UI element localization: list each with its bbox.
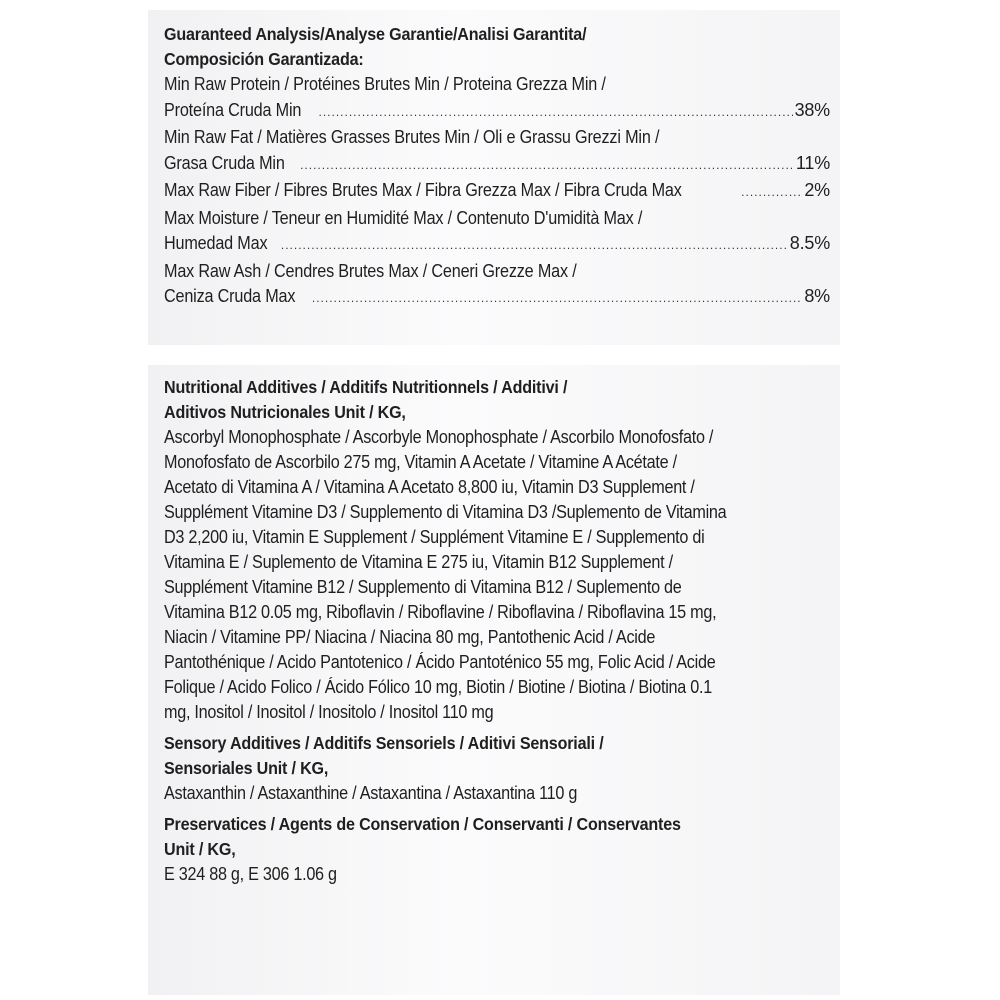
dot-leader [741,180,802,206]
fiber-value: 2% [804,180,830,200]
nutritional-line: mg, Inositol / Inositol / Inositolo / Inositol 110 mg [164,702,494,722]
sensory-line: Astaxanthin / Astaxanthine / Astaxantina / Astaxantina 110 g [164,783,578,803]
sensory-heading-1: Sensory Additives / Additifs Sensoriels / Aditivi Sensoriali / [164,733,604,753]
nutritional-line: Ascorbyl Monophosphate / Ascorbyle Monophosphate / Ascorbilo Monofosfato / [164,427,714,447]
nutritional-body [164,425,830,725]
sensory-body [164,781,830,806]
moisture-label-1: Max Moisture / Teneur en Humidité Max / Contenuto D'umidità Max / [164,207,643,228]
dot-leader [300,153,794,179]
nutritional-line: Acetato di Vitamina A / Vitamina A Acetato 8,800 iu, Vitamin D3 Supplement / [164,477,695,497]
dot-leader [312,286,803,312]
ash-label-1: Max Raw Ash / Cendres Brutes Max / Ceneri Grezze Max / [164,260,577,281]
nutritional-heading-2: Aditivos Nutricionales Unit / KG, [164,402,406,422]
additives-panel [148,365,840,995]
fat-label-1: Min Raw Fat / Matières Grasses Brutes Min / Oli e Grassu Grezzi Min / [164,127,660,147]
guaranteed-heading-2: Composición Garantizada: [164,49,364,69]
ash-value: 8% [804,286,830,306]
nutritional-heading-1: Nutritional Additives / Additifs Nutritionnels / Additivi / [164,377,568,397]
nutritional-line: Folique / Acido Folico / Ácido Fólico 10 mg, Biotin / Biotine / Biotina / Biotina 0.1 [164,677,712,697]
moisture-value: 8.5% [789,233,830,253]
dot-leader [281,233,788,259]
nutritional-line: D3 2,200 iu, Vitamin E Supplement / Supplément Vitamine E / Supplemento di [164,527,705,547]
nutritional-line: Supplément Vitamine B12 / Supplemento di Vitamina B12 / Suplemento de [164,577,682,597]
fat-label-2: Grasa Cruda Min [164,152,285,173]
nutritional-line: Monofosfato de Ascorbilo 275 mg, Vitamin A Acetate / Vitamine A Acétate / [164,452,677,472]
ash-label-2: Ceniza Cruda Max [164,286,296,306]
protein-label-2: Proteína Cruda Min [164,99,302,120]
protein-row [164,98,830,126]
ash-row [164,284,830,312]
guaranteed-heading-1: Guaranteed Analysis/Analyse Garantie/Analisi Garantita/ [164,24,587,44]
nutritional-line: Vitamina E / Suplemento de Vitamina E 275 iu, Vitamin B12 Supplement / [164,552,673,572]
guaranteed-analysis-panel [148,10,840,345]
protein-label-1: Min Raw Protein / Protéines Brutes Min / Proteina Grezza Min / [164,74,606,94]
sensory-heading-2: Sensoriales Unit / KG, [164,758,329,778]
fiber-row [164,178,830,206]
fat-row [164,151,830,179]
nutritional-line: Vitamina B12 0.05 mg, Riboflavin / Riboflavine / Riboflavina / Riboflavina 15 mg, [164,602,717,622]
moisture-label-2: Humedad Max [164,233,268,253]
nutritional-line: Pantothénique / Acido Pantotenico / Ácido Pantoténico 55 mg, Folic Acid / Acide [164,652,716,672]
preservatives-body [164,862,830,887]
preservatives-heading-2: Unit / KG, [164,839,236,859]
preservatives-heading-1: Preservatices / Agents de Conservation / Conservanti / Conservantes [164,814,681,834]
fat-value: 11% [795,152,830,173]
moisture-row [164,231,830,259]
preservatives-line: E 324 88 g, E 306 1.06 g [164,864,337,884]
nutritional-line: Supplément Vitamine D3 / Supplemento di Vitamina D3 /Suplemento de Vitamina [164,502,727,522]
fiber-label: Max Raw Fiber / Fibres Brutes Max / Fibra Grezza Max / Fibra Cruda Max [164,180,682,200]
dot-leader [318,100,792,126]
protein-value: 38% [794,99,830,120]
nutritional-line: Niacin / Vitamine PP/ Niacina / Niacina 80 mg, Pantothenic Acid / Acide [164,627,656,647]
